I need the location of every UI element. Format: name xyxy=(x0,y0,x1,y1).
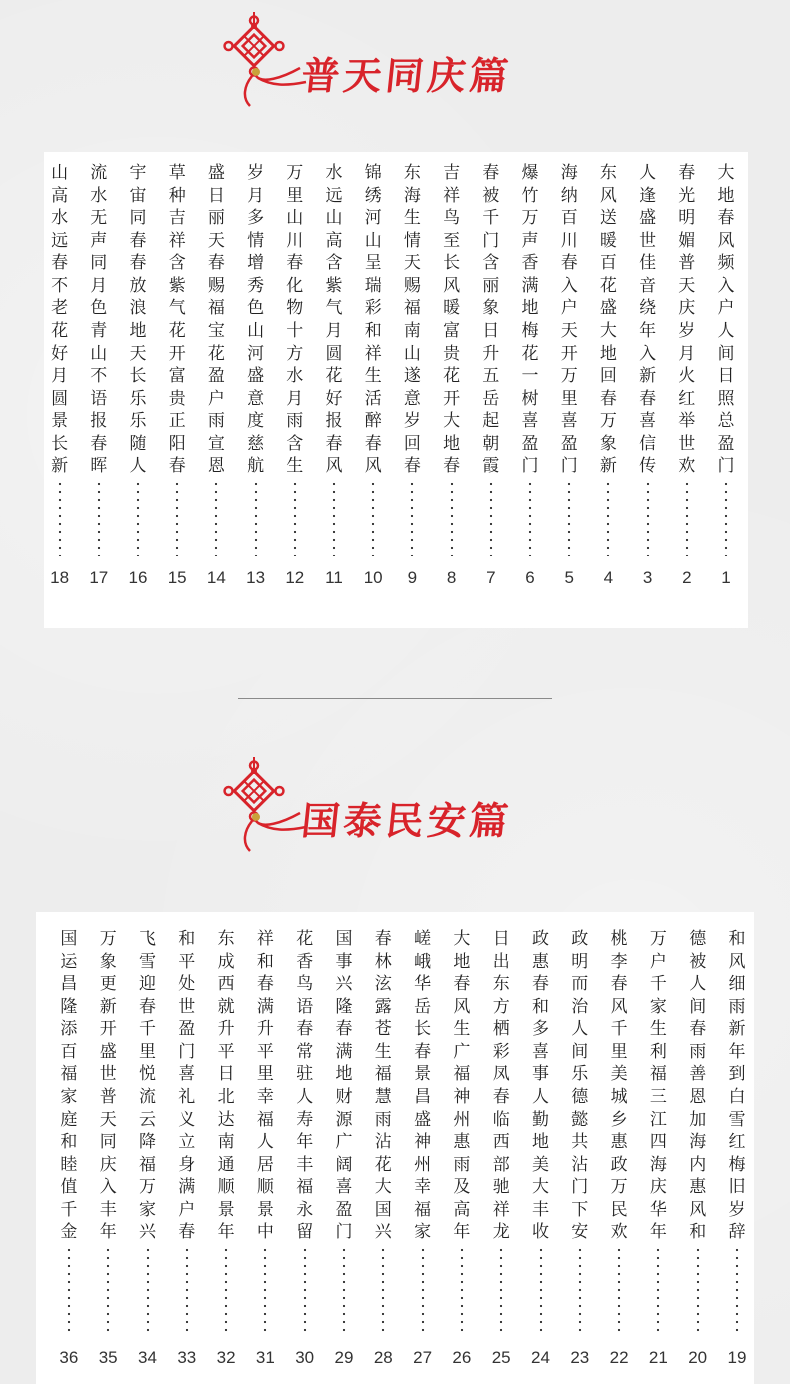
couplet-column xyxy=(56,912,82,1384)
couplet-lower-line: 和祥生活醉春风 xyxy=(364,321,382,476)
dot-leader xyxy=(450,480,454,556)
section-divider xyxy=(238,698,552,699)
couplet-column xyxy=(47,152,73,628)
couplet-upper-line: 政惠春和多喜事 xyxy=(532,929,549,1084)
couplet-column xyxy=(478,152,504,628)
couplet-number: 18 xyxy=(50,568,70,587)
couplet-column xyxy=(674,152,700,628)
couplet-lower-line: 慧雨沾花大国兴 xyxy=(374,1087,392,1242)
couplet-upper-line: 春林泫露苍生福 xyxy=(374,929,392,1084)
dot-leader xyxy=(696,1246,700,1336)
couplet-column xyxy=(528,912,554,1384)
dot-leader xyxy=(342,1246,346,1336)
couplet-upper-line: 爆竹万声香满地 xyxy=(521,163,539,318)
couplet-lower-line: 富贵花开大地春 xyxy=(443,321,461,476)
couplet-upper-line: 吉祥鸟至长风暖 xyxy=(443,163,461,318)
couplet-column xyxy=(203,152,229,628)
couplet-lower-line: 家庭和睦值千金 xyxy=(60,1087,78,1242)
dot-leader xyxy=(254,480,258,556)
couplet-column xyxy=(439,152,465,628)
dot-leader xyxy=(617,1246,621,1336)
dot-leader xyxy=(567,480,571,556)
dot-leader xyxy=(303,1246,307,1336)
couplet-upper-line: 流水无声同月色 xyxy=(90,163,108,318)
couplet-lower-line: 十方水月雨含生 xyxy=(286,321,304,476)
couplet-number: 21 xyxy=(648,1348,668,1367)
couplet-column xyxy=(645,912,671,1384)
section-title-1: 普天同庆篇 xyxy=(299,53,515,98)
couplet-lower-line: 人寿年丰福永留 xyxy=(296,1087,314,1242)
couplet-lower-line: 三江四海庆华年 xyxy=(649,1087,667,1242)
couplet-column xyxy=(488,912,514,1384)
couplet-column xyxy=(556,152,582,628)
dot-leader xyxy=(263,1246,267,1336)
couplet-column xyxy=(635,152,661,628)
couplet-upper-line: 和平处世盈门喜 xyxy=(178,929,196,1084)
couplet-column xyxy=(213,912,239,1384)
couplet-upper-line: 万里山川春化物 xyxy=(286,163,304,318)
couplet-number: 25 xyxy=(491,1348,511,1367)
couplet-number: 24 xyxy=(531,1348,550,1367)
dot-leader xyxy=(106,1246,110,1336)
couplet-number: 32 xyxy=(216,1348,236,1367)
couplet-number: 27 xyxy=(413,1348,433,1367)
couplet-upper-line: 国运昌隆添百福 xyxy=(60,929,78,1084)
couplet-column xyxy=(164,152,190,628)
couplet-lower-line: 普天同庆入丰年 xyxy=(99,1087,117,1242)
dot-leader xyxy=(293,480,297,556)
couplet-column xyxy=(125,152,151,628)
dot-leader xyxy=(499,1246,503,1336)
section-header-1 xyxy=(0,10,790,120)
couplet-number: 28 xyxy=(373,1348,393,1367)
couplet-number: 14 xyxy=(206,568,226,587)
dot-leader xyxy=(136,480,140,556)
couplet-upper-line: 万户千家生利福 xyxy=(649,929,667,1084)
section-header-2 xyxy=(0,755,790,865)
couplet-column xyxy=(724,912,750,1384)
dot-leader xyxy=(460,1246,464,1336)
couplet-number: 23 xyxy=(570,1348,590,1367)
couplet-number: 16 xyxy=(128,568,148,587)
couplet-column xyxy=(360,152,386,628)
couplet-lower-line: 天开万里喜盈门 xyxy=(560,321,578,476)
couplet-lower-line: 北达南通顺景年 xyxy=(217,1087,235,1242)
couplet-number: 10 xyxy=(363,568,383,587)
couplet-column xyxy=(95,912,121,1384)
couplet-column xyxy=(331,912,357,1384)
couplet-column xyxy=(292,912,318,1384)
couplet-upper-line: 大地春风生广福 xyxy=(453,929,471,1084)
couplet-lower-line: 德懿共沾门下安 xyxy=(571,1087,589,1242)
couplet-upper-line: 盛日丽天春赐福 xyxy=(207,163,225,318)
couplet-lower-line: 春临西部驰祥龙 xyxy=(492,1087,510,1242)
couplet-lower-line: 岁月火红举世欢 xyxy=(678,321,696,476)
couplet-upper-line: 东成西就升平日 xyxy=(217,929,235,1084)
couplet-upper-line: 岁月多情增秀色 xyxy=(247,163,265,318)
dot-leader xyxy=(646,480,650,556)
couplet-lower-line: 流云降福万家兴 xyxy=(139,1087,156,1242)
couplet-number: 11 xyxy=(325,568,343,587)
dot-leader xyxy=(421,1246,425,1336)
couplet-lower-line: 年入新春喜信传 xyxy=(639,321,657,476)
couplet-number: 15 xyxy=(167,568,187,587)
couplet-card-2 xyxy=(36,912,754,1384)
dot-leader xyxy=(185,1246,189,1336)
couplet-number: 4 xyxy=(603,568,614,587)
couplet-column xyxy=(713,152,739,628)
couplet-number: 36 xyxy=(59,1348,79,1367)
dot-leader xyxy=(528,480,532,556)
couplet-upper-line: 花香鸟语春常驻 xyxy=(296,929,314,1084)
dot-leader xyxy=(539,1246,543,1336)
couplet-number: 12 xyxy=(285,568,305,587)
couplet-lower-line: 花好月圆景长新 xyxy=(51,321,69,476)
couplet-upper-line: 水远山高含紫气 xyxy=(325,163,343,318)
couplet-lower-line: 花开富贵正阳春 xyxy=(168,321,186,476)
couplet-column xyxy=(174,912,200,1384)
couplet-upper-line: 日出东方栖彩凤 xyxy=(492,929,510,1084)
couplet-lower-line: 地天长乐乐随人 xyxy=(129,321,147,476)
couplet-lower-line: 山河盛意度慈航 xyxy=(247,321,265,476)
couplet-column xyxy=(86,152,112,628)
couplet-upper-line: 飞雪迎春千里悦 xyxy=(139,929,156,1084)
couplet-upper-line: 嵯峨华岳长春景 xyxy=(414,929,432,1084)
dot-leader xyxy=(606,480,610,556)
couplet-number: 33 xyxy=(177,1348,197,1367)
couplet-upper-line: 草种吉祥含紫气 xyxy=(168,163,186,318)
couplet-lower-line: 神州惠雨及高年 xyxy=(453,1087,471,1242)
couplet-column xyxy=(567,912,593,1384)
couplet-column xyxy=(449,912,475,1384)
couplet-column xyxy=(595,152,621,628)
dot-leader xyxy=(578,1246,582,1336)
couplet-column xyxy=(606,912,632,1384)
dot-leader xyxy=(724,480,728,556)
dot-leader xyxy=(371,480,375,556)
couplet-number: 7 xyxy=(486,568,496,587)
couplet-upper-line: 东风送暖百花盛 xyxy=(599,163,617,318)
couplet-upper-line: 万象更新开盛世 xyxy=(99,929,117,1084)
couplet-column xyxy=(321,152,347,628)
couplet-number: 26 xyxy=(452,1348,472,1367)
couplet-lower-line: 城乡惠政万民欢 xyxy=(610,1087,628,1242)
dot-leader xyxy=(146,1246,150,1336)
section-title-2: 国泰民安篇 xyxy=(299,798,515,843)
couplet-number: 5 xyxy=(564,568,574,587)
couplet-upper-line: 春被千门含丽象 xyxy=(482,163,500,318)
couplet-number: 2 xyxy=(682,568,692,587)
dot-leader xyxy=(685,480,689,556)
couplet-upper-line: 桃李春风千里美 xyxy=(610,929,628,1084)
couplet-upper-line: 大地春风频入户 xyxy=(717,163,735,318)
couplet-column xyxy=(410,912,436,1384)
couplet-card-1 xyxy=(44,152,748,628)
couplet-lower-line: 月圆花好报春风 xyxy=(325,321,343,476)
couplet-lower-line: 人勤地美大丰收 xyxy=(532,1087,549,1242)
dot-leader xyxy=(381,1246,385,1336)
couplet-column xyxy=(370,912,396,1384)
couplet-number: 1 xyxy=(721,568,731,587)
couplet-upper-line: 祥和春满升平里 xyxy=(256,929,274,1084)
couplet-number: 19 xyxy=(727,1348,747,1367)
dot-leader xyxy=(489,480,493,556)
couplet-number: 22 xyxy=(609,1348,629,1367)
couplet-column xyxy=(135,912,161,1384)
couplet-lower-line: 财源广阔喜盈门 xyxy=(335,1087,353,1242)
couplet-upper-line: 国事兴隆春满地 xyxy=(335,929,353,1084)
dot-leader xyxy=(656,1246,660,1336)
couplet-upper-line: 锦绣河山呈瑞彩 xyxy=(364,163,382,318)
dot-leader xyxy=(735,1246,739,1336)
couplet-column xyxy=(517,152,543,628)
couplet-column xyxy=(243,152,269,628)
couplet-upper-line: 人逢盛世佳音绕 xyxy=(639,163,657,318)
couplet-number: 3 xyxy=(642,568,653,587)
couplet-lower-line: 礼义立身满户春 xyxy=(178,1087,196,1242)
couplet-column xyxy=(399,152,425,628)
couplet-upper-line: 东海生情天赐福 xyxy=(403,163,421,318)
couplet-number: 34 xyxy=(138,1348,157,1367)
couplet-lower-line: 恩加海内惠风和 xyxy=(689,1087,707,1242)
couplet-lower-line: 昌盛神州幸福家 xyxy=(414,1087,432,1242)
dot-leader xyxy=(67,1246,71,1336)
couplet-upper-line: 春光明媚普天庆 xyxy=(678,163,696,318)
dot-leader xyxy=(224,1246,228,1336)
couplet-lower-line: 青山不语报春晖 xyxy=(90,321,108,476)
couplet-number: 8 xyxy=(446,568,457,587)
couplet-upper-line: 政明而治人间乐 xyxy=(571,929,589,1084)
couplet-lower-line: 幸福人居顺景中 xyxy=(256,1087,274,1242)
couplet-number: 9 xyxy=(407,568,418,587)
couplet-number: 6 xyxy=(525,568,535,587)
couplet-lower-line: 大地回春万象新 xyxy=(599,321,617,476)
couplet-column xyxy=(282,152,308,628)
couplet-upper-line: 海纳百川春入户 xyxy=(560,163,578,318)
couplet-lower-line: 南山遂意岁回春 xyxy=(403,321,421,476)
couplet-upper-line: 宇宙同春春放浪 xyxy=(129,163,147,318)
couplet-number: 35 xyxy=(98,1348,118,1367)
couplet-lower-line: 梅花一树喜盈门 xyxy=(521,321,539,476)
couplet-lower-line: 日升五岳起朝霞 xyxy=(482,321,500,476)
dot-leader xyxy=(58,480,62,556)
dot-leader xyxy=(175,480,179,556)
couplet-number: 13 xyxy=(246,568,266,587)
couplet-upper-line: 和风细雨新年到 xyxy=(728,929,746,1084)
couplet-number: 29 xyxy=(334,1348,354,1367)
couplet-number: 31 xyxy=(255,1348,275,1367)
couplet-number: 17 xyxy=(89,568,109,587)
dot-leader xyxy=(332,480,336,556)
dot-leader xyxy=(410,480,414,556)
couplet-column xyxy=(252,912,278,1384)
dot-leader xyxy=(214,480,218,556)
couplet-number: 20 xyxy=(688,1348,708,1367)
dot-leader xyxy=(97,480,101,556)
couplet-upper-line: 山高水远春不老 xyxy=(51,163,69,318)
couplet-upper-line: 德被人间春雨善 xyxy=(689,929,707,1084)
couplet-column xyxy=(685,912,711,1384)
couplet-lower-line: 人间日照总盈门 xyxy=(717,321,735,476)
couplet-lower-line: 白雪红梅旧岁辞 xyxy=(728,1087,746,1242)
couplet-number: 30 xyxy=(295,1348,315,1367)
couplet-lower-line: 宝花盈户雨宣恩 xyxy=(207,321,225,476)
